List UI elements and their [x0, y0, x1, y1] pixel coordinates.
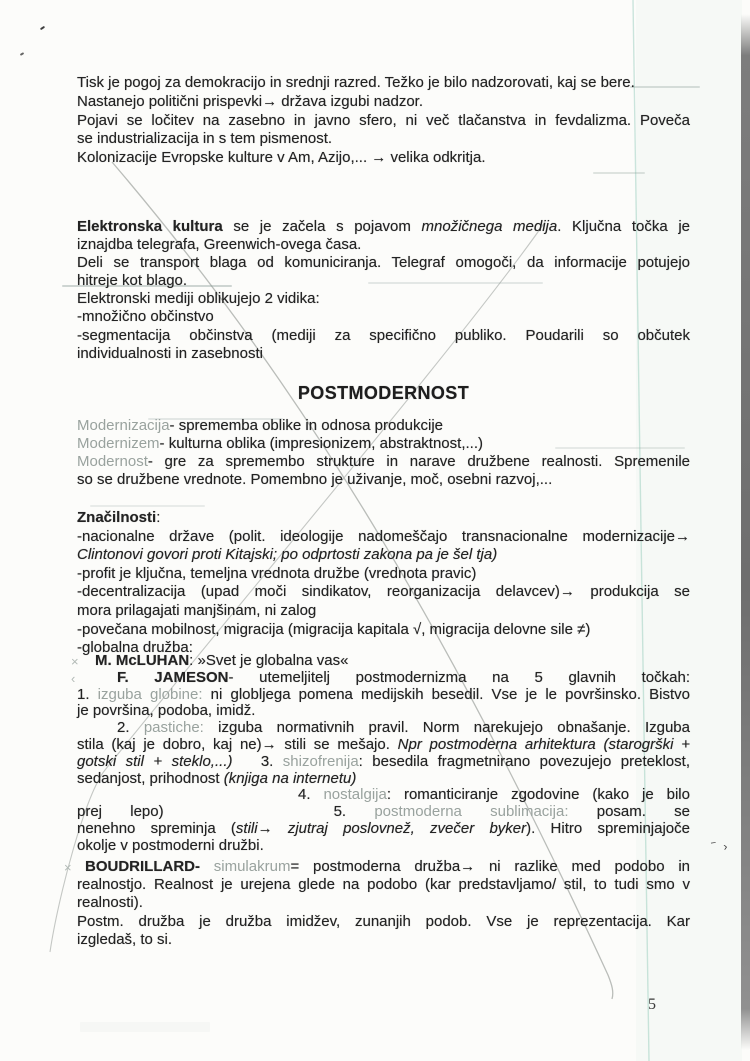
paragraph-theorists [71, 652, 691, 855]
text-line: -nacionalne države (polit. ideologije nadomeščajo transnacionalne modernizacije→ [77, 527, 690, 545]
text-line: Modernizacija- sprememba oblike in odnosa produkcije [77, 417, 444, 434]
paragraph-print-culture [77, 74, 690, 168]
text-line: prej lepo) 5. postmoderna sublimacija: posam. se [77, 803, 690, 821]
text-line: Pojavi se ločitev na zasebno in javno sfero, ni več tlačanstva in fevdalizma. Poveča [77, 111, 690, 129]
text-line: okolje v postmoderni družbi. [77, 836, 264, 854]
text-line: je površina, podoba, imidž. [77, 702, 256, 720]
text-line: × M. McLUHAN: »Svet je globalna vas« [71, 652, 349, 669]
margin-mark: ‹ [71, 670, 76, 686]
text-line: Deli se transport blaga od komuniciranja. Telegraf omogoči, da informacije potujejo [77, 254, 690, 272]
text-line: izgledaš, to si. [77, 930, 173, 948]
text-line: mora prilagajati manjšinam, ni zalog [77, 601, 317, 619]
pen-tick [20, 52, 24, 56]
text-line: Postm. družba je družba imidžev, zunanjih podob. Vse je reprezentacija. Kar [77, 912, 690, 930]
text-line: Clintonovi govori proti Kitajski; po odprtosti zakona pa je šel tja) [77, 546, 498, 564]
text-column [64, 0, 691, 1061]
pen-tick [40, 26, 45, 31]
paragraph-baudrillard-simulacrum [64, 858, 690, 949]
text-line: sedanjost, prihodnost (knjiga na internetu) [77, 769, 357, 787]
text-line: gotski stil + steklo,...) 3. shizofrenija: besedila fragmetnirano povezujejo preteklost, [77, 752, 690, 770]
text-line: -globalna družba: [77, 639, 193, 657]
text-line: Nastanejo politični prispevki→ država izgubi nadzor. [77, 92, 424, 110]
text-line: Elektronska kultura se je začela s pojavom množičnega medija. Ključna točka je [77, 218, 691, 235]
text-line: 4. nostalgija: romanticiranje zgodovine (kako je bilo [298, 786, 690, 804]
text-line: -decentralizacija (upad moči sindikatov, reorganizacija delavcev)→ produkcija se [77, 583, 690, 601]
paragraph-characteristics [77, 509, 690, 658]
text-line: Značilnosti: [77, 509, 161, 526]
text-line: Elektronski mediji oblikujejo 2 vidika: [77, 290, 320, 308]
text-line: 2. pastiche: izguba normativnih pravil. Norm narekujejo obnašanje. Izguba [117, 719, 690, 737]
text-line: -množično občinstvo [77, 308, 214, 326]
text-line: ‹ F. JAMESON- utemeljitelj postmodernizma na 5 glavnih točkah: [71, 668, 691, 686]
section-title: POSTMODERNOST [297, 383, 470, 403]
text-line: 1. izguba globine: ni globljega pomena medijskih besedil. Vse je le površinsko. Bistvo [77, 685, 690, 703]
text-line: realnostjo. Realnost je urejena glede na podobo (kar predstavljamo/ stil, to tudi smo v [77, 876, 690, 894]
text-line: so se družbene vrednote. Pomembno je uživanje, moč, osebni razvoj,... [77, 471, 553, 488]
text-line: nenehno spreminja (stili→ zjutraj poslovnež, zvečer byker). Hitro spreminjajoče [77, 819, 690, 837]
text-line: individualnosti in zasebnosti [77, 344, 263, 362]
text-line: se industrializacija in s tem pismenost. [77, 130, 333, 148]
text-line: Tisk je pogoj za demokracijo in srednji razred. Težko je bilo nadzorovati, kaj se bere. [77, 74, 635, 91]
margin-mark: × [64, 860, 72, 875]
text-line: -povečana mobilnost, migracija (migracija kapitala √, migracija delovne sile ≠) [77, 620, 591, 638]
text-line: Kolonizacije Evropske kulture v Am, Azijo,... → velika odkritja. [77, 149, 486, 167]
paragraph-electronic-culture [77, 218, 690, 363]
text-line: stila (kaj je dobro, kaj ne)→ stili se mešajo. Npr postmoderna arhitektura (starogrški + [77, 735, 690, 753]
text-line: Modernost- gre za spremembo strukture in narave družbene realnosti. Spremenile [77, 453, 690, 470]
text-line: × BOUDRILLARD- simulakrum= postmoderna družba→ ni razlike med podobo in [77, 858, 690, 876]
text-line: -segmentacija občinstva (mediji za specifično publiko. Poudarili so občutek [77, 326, 690, 344]
text-line: realnosti). [77, 894, 143, 912]
paragraph-modernity-terms [77, 417, 690, 489]
text-line: -profit je ključna, temeljna vrednota družbe (vrednota pravic) [77, 564, 477, 582]
margin-mark: × [71, 654, 79, 669]
page-number: 5 [648, 996, 656, 1013]
text-line: hitreje kot blago. [77, 272, 188, 290]
text-line: Modernizem- kulturna oblika (impresionizem, abstraktnost,...) [77, 435, 483, 452]
handwritten-mark: ‾ › [711, 838, 731, 856]
text-line: iznajdba telegrafa, Greenwich-ovega časa. [77, 236, 362, 254]
page-edge-shadow [741, 14, 750, 1050]
